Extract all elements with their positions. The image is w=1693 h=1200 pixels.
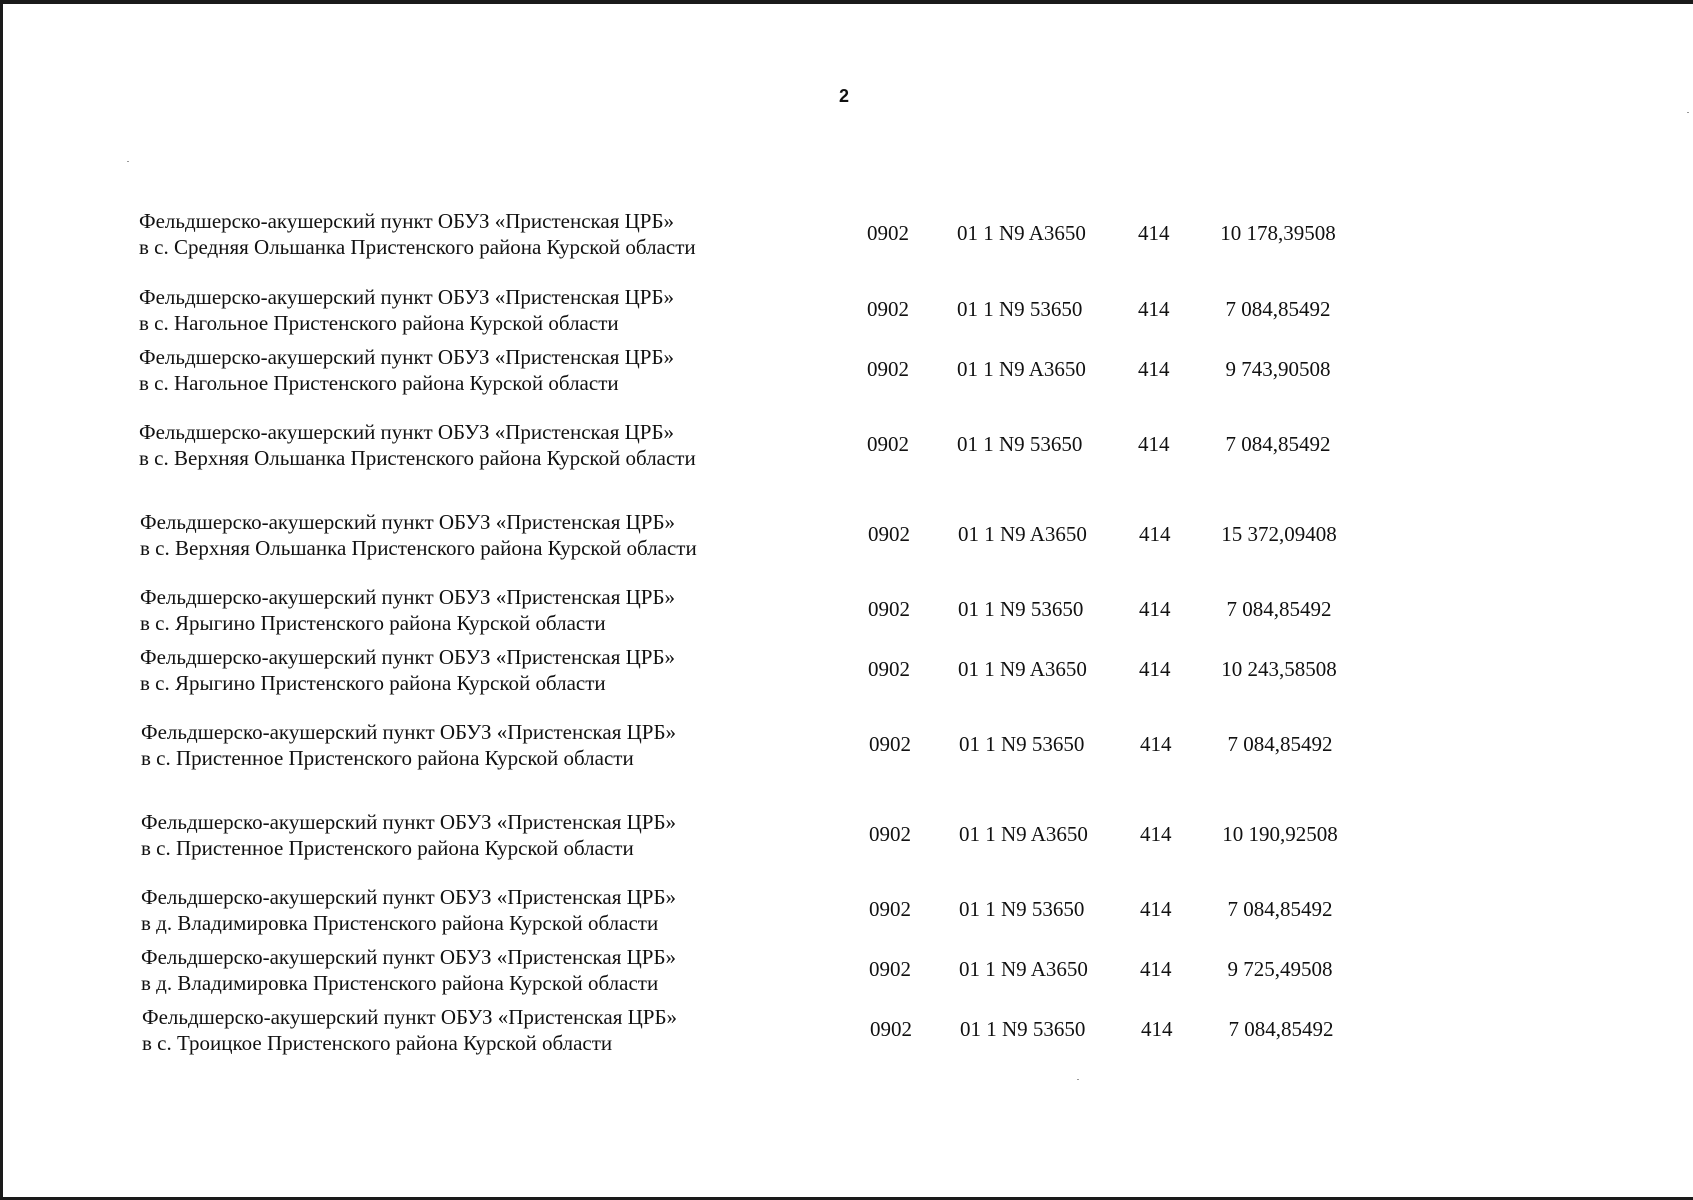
amount-value: 7 084,85492 — [1228, 1017, 1334, 1041]
section-code: 0902 — [867, 297, 909, 321]
table-row — [6, 1004, 1693, 1060]
institution-description — [139, 208, 779, 260]
institution-location-line: в д. Владимировка Пристенского района Курской области — [141, 971, 659, 995]
section-code: 0902 — [868, 597, 910, 621]
amount-value: 10 178,39508 — [1220, 221, 1336, 245]
institution-name-line: Фельдшерско-акушерский пункт ОБУЗ «Пристенская ЦРБ» — [141, 720, 677, 744]
institution-description — [141, 809, 781, 861]
table-row — [4, 584, 1693, 640]
expense-type-code: 414 — [1140, 822, 1172, 846]
page-number: 2 — [839, 86, 850, 106]
institution-name-line: Фельдшерско-акушерский пункт ОБУЗ «Пристенская ЦРБ» — [140, 510, 676, 534]
institution-description — [141, 944, 781, 996]
table-row — [3, 419, 1693, 475]
scan-speck — [1077, 1079, 1079, 1080]
target-article-code: 01 1 N9 A3650 — [957, 221, 1086, 245]
institution-description — [140, 644, 780, 696]
institution-name-line: Фельдшерско-акушерский пункт ОБУЗ «Пристенская ЦРБ» — [141, 945, 677, 969]
institution-location-line: в с. Нагольное Пристенского района Курской области — [139, 311, 619, 335]
target-article-code: 01 1 N9 A3650 — [959, 822, 1088, 846]
institution-description — [139, 344, 779, 396]
section-code: 0902 — [868, 657, 910, 681]
institution-location-line: в с. Средняя Ольшанка Пристенского района Курской области — [139, 235, 696, 259]
expense-type-code: 414 — [1140, 897, 1172, 921]
institution-location-line: в с. Троицкое Пристенского района Курской области — [142, 1031, 613, 1055]
institution-description — [139, 419, 779, 471]
section-code: 0902 — [869, 897, 911, 921]
institution-location-line: в с. Пристенное Пристенского района Курской области — [141, 746, 634, 770]
amount-value: 7 084,85492 — [1225, 297, 1331, 321]
amount-value: 10 243,58508 — [1221, 657, 1337, 681]
institution-location-line: в с. Нагольное Пристенского района Курской области — [139, 371, 619, 395]
table-row — [3, 344, 1693, 400]
institution-name-line: Фельдшерско-акушерский пункт ОБУЗ «Пристенская ЦРБ» — [141, 810, 677, 834]
table-row — [4, 644, 1693, 700]
section-code: 0902 — [867, 221, 909, 245]
expense-type-code: 414 — [1140, 732, 1172, 756]
institution-description — [139, 284, 779, 336]
institution-name-line: Фельдшерско-акушерский пункт ОБУЗ «Пристенская ЦРБ» — [139, 285, 675, 309]
section-code: 0902 — [867, 357, 909, 381]
section-code: 0902 — [869, 732, 911, 756]
expense-type-code: 414 — [1139, 657, 1171, 681]
table-row — [5, 719, 1693, 775]
expense-type-code: 414 — [1139, 522, 1171, 546]
institution-name-line: Фельдшерско-акушерский пункт ОБУЗ «Пристенская ЦРБ» — [140, 645, 676, 669]
table-row — [5, 944, 1693, 1000]
section-code: 0902 — [867, 432, 909, 456]
amount-value: 9 743,90508 — [1225, 357, 1331, 381]
amount-value: 7 084,85492 — [1226, 597, 1332, 621]
section-code: 0902 — [869, 957, 911, 981]
target-article-code: 01 1 N9 53650 — [959, 732, 1085, 756]
institution-location-line: в с. Ярыгино Пристенского района Курской области — [140, 671, 606, 695]
target-article-code: 01 1 N9 53650 — [958, 597, 1084, 621]
institution-description — [141, 884, 781, 936]
institution-location-line: в с. Ярыгино Пристенского района Курской области — [140, 611, 606, 635]
section-code: 0902 — [868, 522, 910, 546]
institution-description — [141, 719, 781, 771]
institution-name-line: Фельдшерско-акушерский пункт ОБУЗ «Пристенская ЦРБ» — [139, 209, 675, 233]
expense-type-code: 414 — [1138, 297, 1170, 321]
table-row — [3, 208, 1693, 264]
section-code: 0902 — [869, 822, 911, 846]
institution-location-line: в д. Владимировка Пристенского района Курской области — [141, 911, 659, 935]
scan-speck — [127, 161, 129, 162]
amount-value: 10 190,92508 — [1222, 822, 1338, 846]
institution-name-line: Фельдшерско-акушерский пункт ОБУЗ «Пристенская ЦРБ» — [139, 420, 675, 444]
expense-type-code: 414 — [1138, 432, 1170, 456]
table-row — [5, 884, 1693, 940]
target-article-code: 01 1 N9 53650 — [960, 1017, 1086, 1041]
amount-value: 7 084,85492 — [1227, 897, 1333, 921]
target-article-code: 01 1 N9 A3650 — [959, 957, 1088, 981]
amount-value: 9 725,49508 — [1227, 957, 1333, 981]
amount-value: 7 084,85492 — [1225, 432, 1331, 456]
scan-speck — [1687, 112, 1689, 113]
target-article-code: 01 1 N9 A3650 — [958, 522, 1087, 546]
target-article-code: 01 1 N9 53650 — [957, 297, 1083, 321]
section-code: 0902 — [870, 1017, 912, 1041]
target-article-code: 01 1 N9 53650 — [959, 897, 1085, 921]
expense-type-code: 414 — [1139, 597, 1171, 621]
table-row — [4, 509, 1693, 565]
amount-value: 15 372,09408 — [1221, 522, 1337, 546]
institution-location-line: в с. Пристенное Пристенского района Курской области — [141, 836, 634, 860]
institution-name-line: Фельдшерско-акушерский пункт ОБУЗ «Пристенская ЦРБ» — [140, 585, 676, 609]
institution-location-line: в с. Верхняя Ольшанка Пристенского района Курской области — [139, 446, 696, 470]
expense-type-code: 414 — [1141, 1017, 1173, 1041]
amount-value: 7 084,85492 — [1227, 732, 1333, 756]
institution-name-line: Фельдшерско-акушерский пункт ОБУЗ «Пристенская ЦРБ» — [139, 345, 675, 369]
table-row — [5, 809, 1693, 865]
institution-description — [142, 1004, 782, 1056]
target-article-code: 01 1 N9 53650 — [957, 432, 1083, 456]
expense-type-code: 414 — [1138, 221, 1170, 245]
institution-name-line: Фельдшерско-акушерский пункт ОБУЗ «Пристенская ЦРБ» — [142, 1005, 678, 1029]
target-article-code: 01 1 N9 A3650 — [958, 657, 1087, 681]
institution-name-line: Фельдшерско-акушерский пункт ОБУЗ «Пристенская ЦРБ» — [141, 885, 677, 909]
institution-description — [140, 509, 780, 561]
expense-type-code: 414 — [1138, 357, 1170, 381]
target-article-code: 01 1 N9 A3650 — [957, 357, 1086, 381]
expense-type-code: 414 — [1140, 957, 1172, 981]
institution-location-line: в с. Верхняя Ольшанка Пристенского района Курской области — [140, 536, 697, 560]
institution-description — [140, 584, 780, 636]
table-row — [3, 284, 1693, 340]
